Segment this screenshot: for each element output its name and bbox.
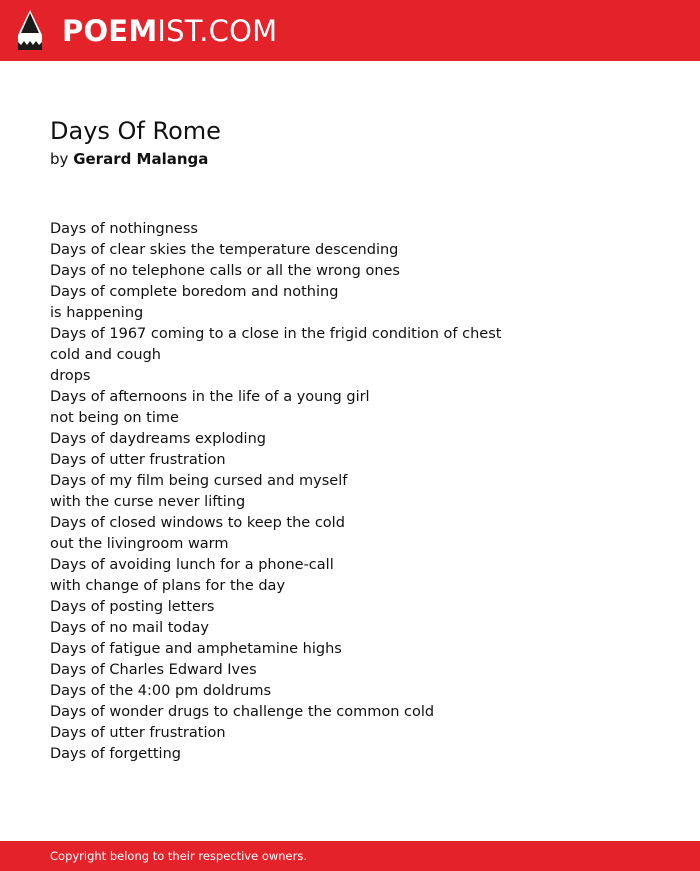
poem-line: Days of daydreams exploding	[50, 431, 266, 447]
site-header	[0, 0, 700, 61]
copyright-text: Copyright belong to their respective owners.	[50, 849, 308, 863]
poem-line: Days of closed windows to keep the cold	[50, 515, 345, 531]
poem-byline	[50, 148, 208, 170]
poem-line: is happening	[50, 305, 144, 321]
poem-line: Days of posting letters	[50, 599, 215, 615]
poem-line: Days of clear skies the temperature descending	[50, 242, 399, 258]
poem-line: Days of nothingness	[50, 221, 198, 237]
poem-line: Days of avoiding lunch for a phone-call	[50, 557, 334, 573]
poem-line: drops	[50, 368, 91, 384]
poem-line: Days of 1967 coming to a close in the frigid condition of chest	[50, 326, 502, 342]
poem-title: Days Of Rome	[50, 117, 221, 145]
poem-body	[50, 219, 501, 765]
poem-line: Days of Charles Edward Ives	[50, 662, 257, 678]
poem-line: out the livingroom warm	[50, 536, 229, 552]
poem-line: Days of utter frustration	[50, 725, 226, 741]
poem-line: Days of utter frustration	[50, 452, 226, 468]
poem-line: Days of no mail today	[50, 620, 209, 636]
logo-light-part: IST.COM	[157, 14, 278, 48]
poem-line: cold and cough	[50, 347, 162, 363]
poem-line: with the curse never lifting	[50, 494, 246, 510]
poem-line: Days of the 4:00 pm doldrums	[50, 683, 272, 699]
poem-line: Days of afternoons in the life of a young girl	[50, 389, 370, 405]
poem-line: not being on time	[50, 410, 179, 426]
poem-line: Days of complete boredom and nothing	[50, 284, 339, 300]
poem-line: Days of my film being cursed and myself	[50, 473, 348, 489]
pen-nib-icon	[17, 9, 43, 51]
poem-author: Gerard Malanga	[73, 150, 209, 168]
by-label: by	[50, 150, 69, 168]
poem-line: Days of forgetting	[50, 746, 181, 762]
logo-bold-part: POEM	[62, 14, 158, 48]
poem-line: Days of fatigue and amphetamine highs	[50, 641, 342, 657]
poem-line: Days of no telephone calls or all the wrong ones	[50, 263, 400, 279]
poem-line: with change of plans for the day	[50, 578, 286, 594]
site-footer	[0, 841, 700, 871]
poem-line: Days of wonder drugs to challenge the common cold	[50, 704, 435, 720]
site-logo[interactable]	[62, 12, 277, 50]
